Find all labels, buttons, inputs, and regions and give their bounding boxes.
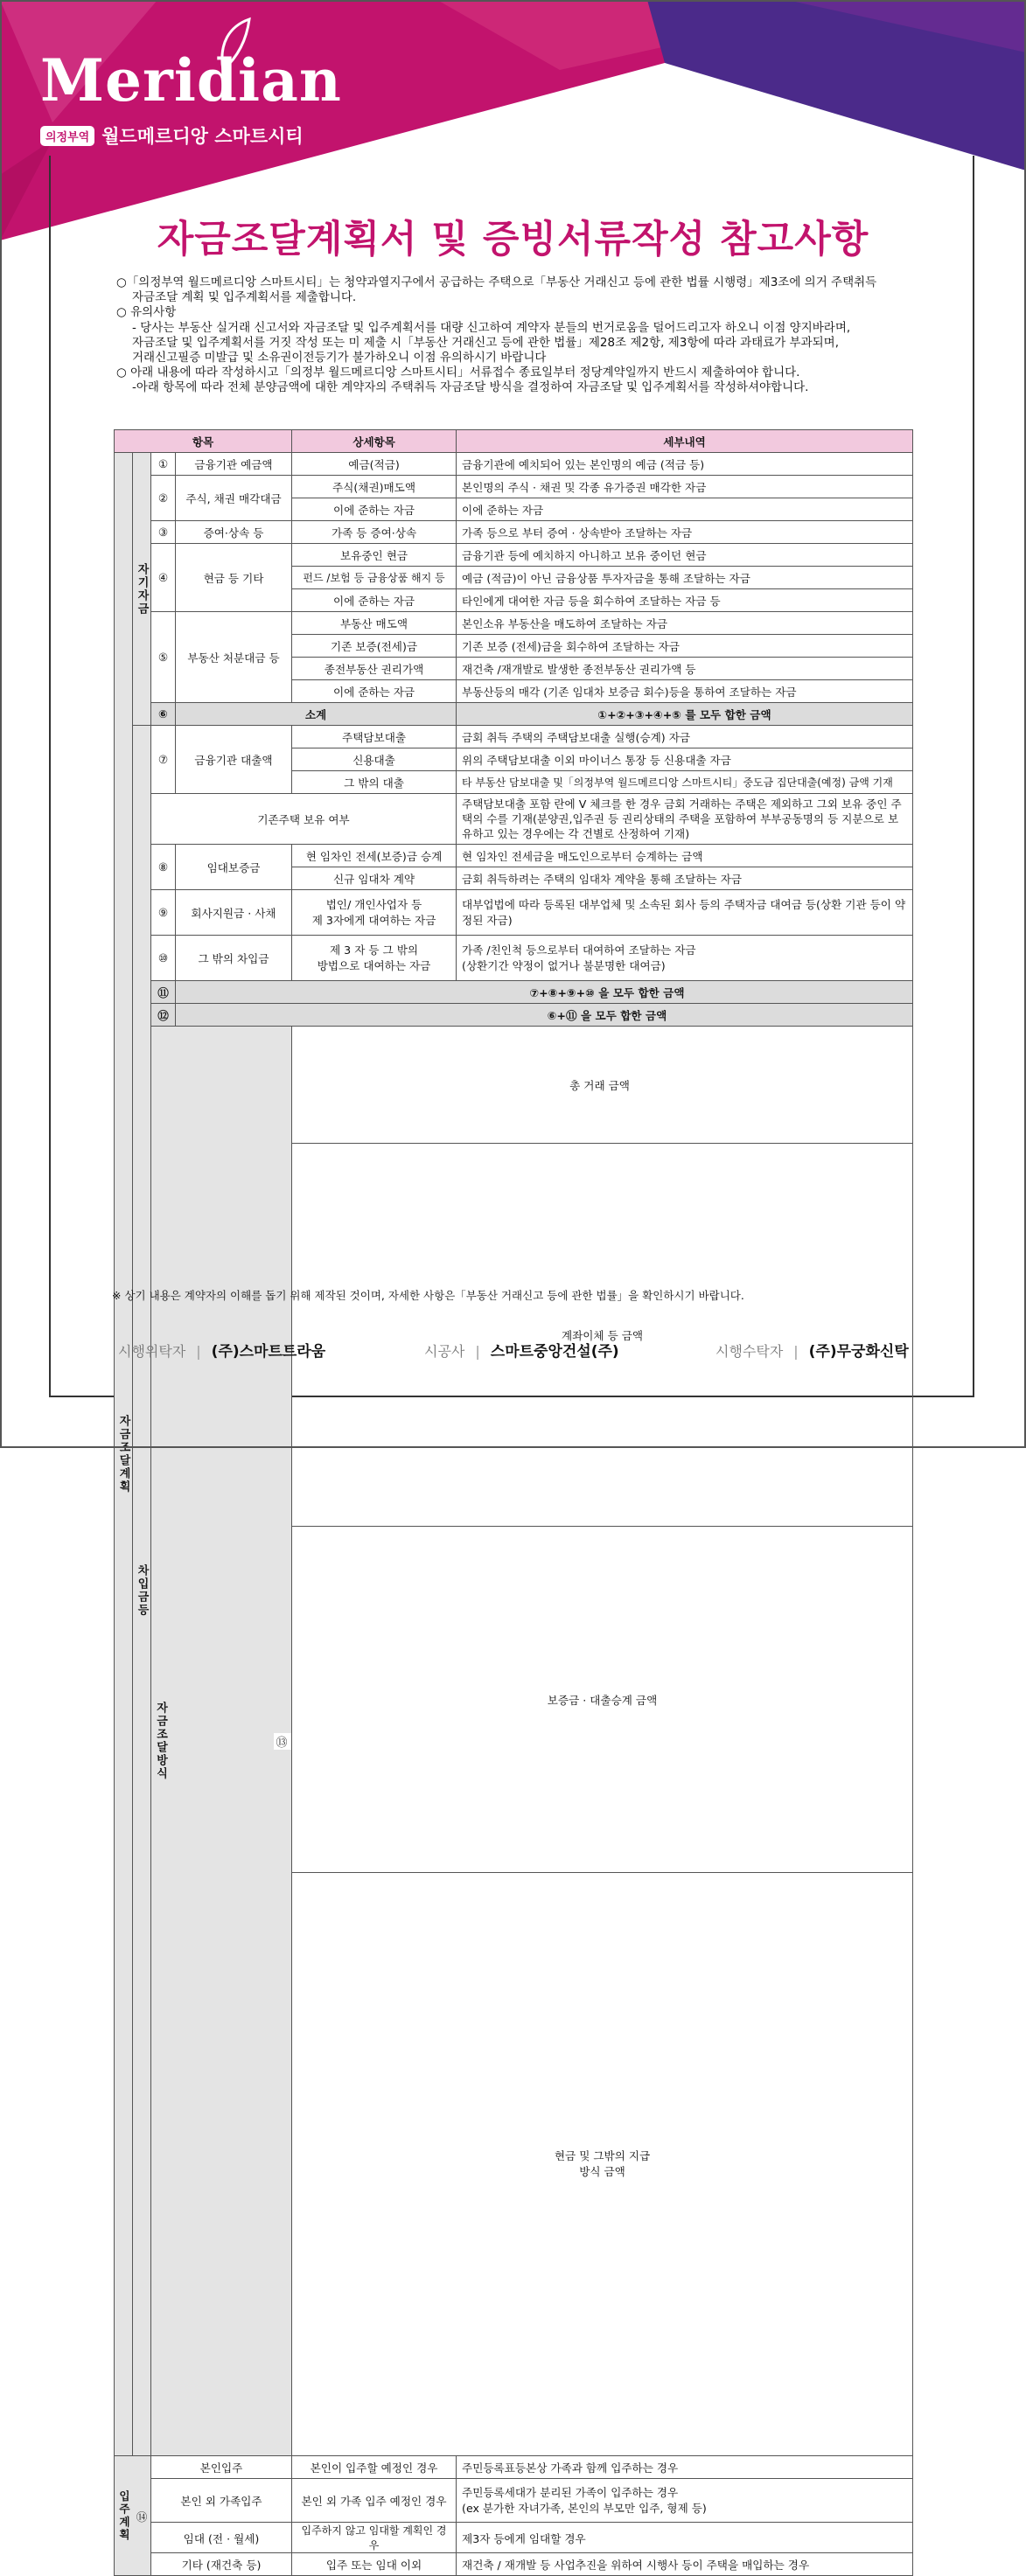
intro-line: 거래신고필증 미발급 및 소유권이전등기가 불가하오니 이점 유의하시기 바랍니다 [132,351,547,366]
detail-label: 그 밖의 대출 [292,771,457,794]
footer-label: 시행수탁자 [715,1343,784,1360]
section-label-funding: 자금조달계획 [115,453,133,2456]
detail-label: 이에 준하는 자금 [292,498,457,521]
table-row [115,2479,913,2523]
description: ①+②+③+④+⑤ 를 모두 합한 금액 [457,703,913,726]
table-row [115,2456,913,2479]
detail-label: 이에 준하는 자금 [292,589,457,612]
detail-label: 입주 또는 임대 이외 [292,2553,457,2576]
detail-label: 가족 등 증여·상속 [292,521,457,544]
footer-name: (주)스마트트라움 [211,1343,326,1361]
footer-name: (주)무궁화신탁 [808,1343,909,1361]
description: 금회 취득하려는 주택의 임대차 계약을 통해 조달하는 자금 [457,867,913,890]
table-row [115,2523,913,2553]
table-row [115,1027,913,1144]
row-number: ③ [151,521,176,544]
item-label: 임대보증금 [176,845,292,890]
detail-line: 제 3 자 등 그 밖의 [330,943,419,957]
description: 주택담보대출 포함 란에 V 체크를 한 경우 금회 거래하는 주택은 제외하고 그외 보유 중인 주택의 수를 기재(분양권,입주권 등 권리상태의 주택을 포함하여 부부공동명의 등 지분으로 보유하고 있는 경우에는 각 건별로 산정하여 기재) [457,794,913,845]
header-detail: 상세항목 [292,430,457,453]
item-label: 회사지원금 · 사채 [176,890,292,936]
section-label-method [151,1027,292,2456]
item-label: 부동산 처분대금 등 [176,612,292,703]
row-number: ① [151,453,176,476]
item-label: 금융기관 예금액 [176,453,292,476]
description: 대부업법에 따라 등록된 대부업체 및 소속된 회사 등의 주택자금 대여금 등(상환 기관 등이 약정된 자금) [457,890,913,936]
detail-label: 보유중인 현금 [292,544,457,567]
table-row [115,845,913,867]
row-number: ⑦ [151,726,176,794]
table-row [115,612,913,635]
row-number: ④ [151,544,176,612]
description: 본인소유 부동산을 매도하여 조달하는 자금 [457,612,913,635]
detail-label: 기존 보증(전세)금 [292,635,457,658]
item-label: 계좌이체 등 금액 [292,1144,913,1527]
logo-wordmark: Meridian [40,46,342,115]
description: 재건축 /재개발로 발생한 종전부동산 권리가액 등 [457,658,913,680]
detail-label [292,890,457,936]
detail-label: 입주하지 않고 임대할 계획인 경우 [292,2523,457,2553]
intro-line: ○ 아래 내용에 따라 작성하시고「의정부 월드메르디앙 스마트시티」서류접수 종료일부터 정당계약일까지 반드시 제출하여야 합니다. [116,366,800,380]
description: 금융기관 등에 예치하지 아니하고 보유 중이던 현금 [457,544,913,567]
section-label-move-in [115,2456,151,2576]
description-line: 가족 /친인척 등으로부터 대여하여 조달하는 자금 [462,943,696,957]
description: 금융기관에 예치되어 있는 본인명의 예금 (적금 등) [457,453,913,476]
table-row [115,521,913,544]
table-row [115,936,913,981]
row-number: ⑨ [151,890,176,936]
logo-subtitle [40,122,304,149]
item-label: 본인입주 [151,2456,292,2479]
item-label: 주식, 채권 매각대금 [176,476,292,521]
section-label-own-funds: 자기자금 [133,453,151,726]
detail-label: 현 임차인 전세(보증)금 승계 [292,845,457,867]
row-number: ⑫ [151,1004,176,1027]
description: 부동산등의 매각 (기존 임대차 보증금 회수)등을 통하여 조달하는 자금 [457,680,913,703]
table-row [115,890,913,936]
description: 예금 (적금)이 아닌 금융상품 투자자금을 통해 조달하는 자금 [457,567,913,589]
description: 가족 등으로 부터 증여 · 상속받아 조달하는 자금 [457,521,913,544]
total-row [115,1004,913,1027]
table-header-row [115,430,913,453]
description: 타인에게 대여한 자금 등을 회수하여 조달하는 자금 등 [457,589,913,612]
intro-line: - 당사는 부동산 실거래 신고서와 자금조달 및 입주계획서를 대량 신고하여 계약자 분들의 번거로움을 덜어드리고자 하오니 이점 양지바라며, [132,320,851,335]
item-label: 금융기관 대출액 [176,726,292,794]
item-label: 본인 외 가족입주 [151,2479,292,2523]
header-item: 항목 [115,430,292,453]
description: 본인명의 주식 · 채권 및 각종 유가증권 매각한 자금 [457,476,913,498]
detail-label: 신규 임대차 계약 [292,867,457,890]
row-number: ② [151,476,176,521]
description: 이에 준하는 자금 [457,498,913,521]
detail-label: 펀드 /보험 등 금융상품 해지 등 [292,567,457,589]
footer-separator: | [196,1343,201,1360]
table-row [115,794,913,845]
footnote: ※ 상기 내용은 계약자의 이해를 돕기 위해 제작된 것이며, 자세한 사항은「부동산 거래신고 등에 관한 법률」을 확인하시기 바랍니다. [112,1289,744,1302]
row-number: ⑤ [151,612,176,703]
section-label-borrowed: 차입금등 [133,726,151,2456]
detail-label: 주택담보대출 [292,726,457,748]
intro-line: -아래 항목에 따라 전체 분양금액에 대한 계약자의 주택취득 자금조달 방식을 결정하여 자금조달 및 입주계획서를 작성하셔야합니다. [132,380,809,395]
description: 주민등록표등본상 가족과 함께 입주하는 경우 [457,2456,913,2479]
description-line: (상환기간 약정이 없거나 불분명한 대여금) [462,958,666,972]
item-label: 기존주택 보유 여부 [151,794,457,845]
page-title: 자금조달계획서 및 증빙서류작성 참고사항 [157,218,869,261]
row-number: ⑧ [151,845,176,890]
description [457,936,913,981]
funding-plan-table [114,429,913,2576]
intro-line: 자금조달 계획 및 입주계획서를 제출합니다. [132,290,357,305]
item-line: 방식 금액 [579,2165,625,2178]
intro-text [116,275,930,396]
footer-company [424,1339,619,1361]
description: 기존 보증 (전세)금을 회수하여 조달하는 자금 [457,635,913,658]
footer-company [118,1339,325,1361]
logo-name: 월드메르디앙 스마트시티 [101,126,304,147]
section-move-text: 입주계획 [117,2489,130,2542]
table-row [115,2553,913,2576]
table-row [115,453,913,476]
header-description: 세부내역 [457,430,913,453]
row-number: ⑬ [274,1733,291,1750]
description [457,2479,913,2523]
footer-separator: | [793,1343,799,1360]
description-line: 주민등록세대가 분리된 가족이 입주하는 경우 [462,2485,679,2499]
logo-badge: 의정부역 [40,126,94,146]
item-line: 현금 및 그밖의 지급 [554,2149,651,2162]
item-label: 총 거래 금액 [292,1027,913,1144]
section-method-text: 자금조달방식 [154,1702,167,1780]
detail-label: 부동산 매도액 [292,612,457,635]
item-label: 임대 (전 · 월세) [151,2523,292,2553]
row-number: ⑥ [151,703,176,726]
detail-label: 신용대출 [292,748,457,771]
detail-label: 본인 외 가족 입주 예정인 경우 [292,2479,457,2523]
table-row [115,476,913,498]
intro-line: ○「의정부역 월드메르디앙 스마트시티」는 청약과열지구에서 공급하는 주택으로「부동산 거래신고 등에 관한 법률 시행령」제3조에 의거 주택취득 [116,275,877,289]
table-row [115,726,913,748]
detail-label [292,936,457,981]
description: 위의 주택담보대출 이외 마이너스 통장 등 신용대출 자금 [457,748,913,771]
detail-line: 법인/ 개인사업자 등 [325,897,422,911]
detail-label: 예금(적금) [292,453,457,476]
detail-label: 본인이 입주할 예정인 경우 [292,2456,457,2479]
description: 타 부동산 담보대출 및「의정부역 월드메르디앙 스마트시티」중도금 집단대출(예정) 금액 기재 [457,771,913,794]
detail-line: 제 3자에게 대여하는 자금 [311,913,436,927]
subtotal-row [115,703,913,726]
detail-label: 주식(채권)매도액 [292,476,457,498]
row-number: ⑩ [151,936,176,981]
subtotal-row [115,981,913,1004]
row-number: ⑪ [151,981,176,1004]
intro-line: ○ 유의사항 [116,305,177,320]
description-line: (ex 분가한 자녀가족, 본인의 부모만 입주, 형제 등) [462,2501,707,2515]
footer-label: 시공사 [424,1343,465,1360]
item-label [292,1873,913,2456]
item-label: 증여·상속 등 [176,521,292,544]
detail-label: 이에 준하는 자금 [292,680,457,703]
item-label: 소계 [176,703,457,726]
footer-label: 시행위탁자 [118,1343,186,1360]
item-label: 현금 등 기타 [176,544,292,612]
item-label: 기타 (재건축 등) [151,2553,292,2576]
footer-name: 스마트중앙건설(주) [490,1343,619,1361]
description: 재건축 / 재개발 등 사업추진을 위하여 시행사 등이 주택을 매입하는 경우 [457,2553,913,2576]
description: ⑦+⑧+⑨+⑩ 을 모두 합한 금액 [176,981,913,1004]
item-label: 그 밖의 차입금 [176,936,292,981]
item-label: 보증금 · 대출승계 금액 [292,1527,913,1873]
description: 현 임차인 전세금을 매도인으로부터 승계하는 금액 [457,845,913,867]
description: 제3자 등에게 임대할 경우 [457,2523,913,2553]
detail-line: 방법으로 대여하는 자금 [317,958,431,972]
footer-company [715,1339,909,1361]
description: 금회 취득 주택의 주택담보대출 실행(승계) 자금 [457,726,913,748]
table-row [115,544,913,567]
row-number: ⑭ [136,2510,148,2524]
detail-label: 종전부동산 권리가액 [292,658,457,680]
description: ⑥+⑪ 을 모두 합한 금액 [176,1004,913,1027]
footer-separator: | [475,1343,480,1360]
intro-line: 자금조달 및 입주계획서를 거짓 작성 또는 미 제출 시「부동산 거래신고 등에 관한 법률」제28조 제2항, 제3항에 따라 과태료가 부과되며, [132,335,839,350]
